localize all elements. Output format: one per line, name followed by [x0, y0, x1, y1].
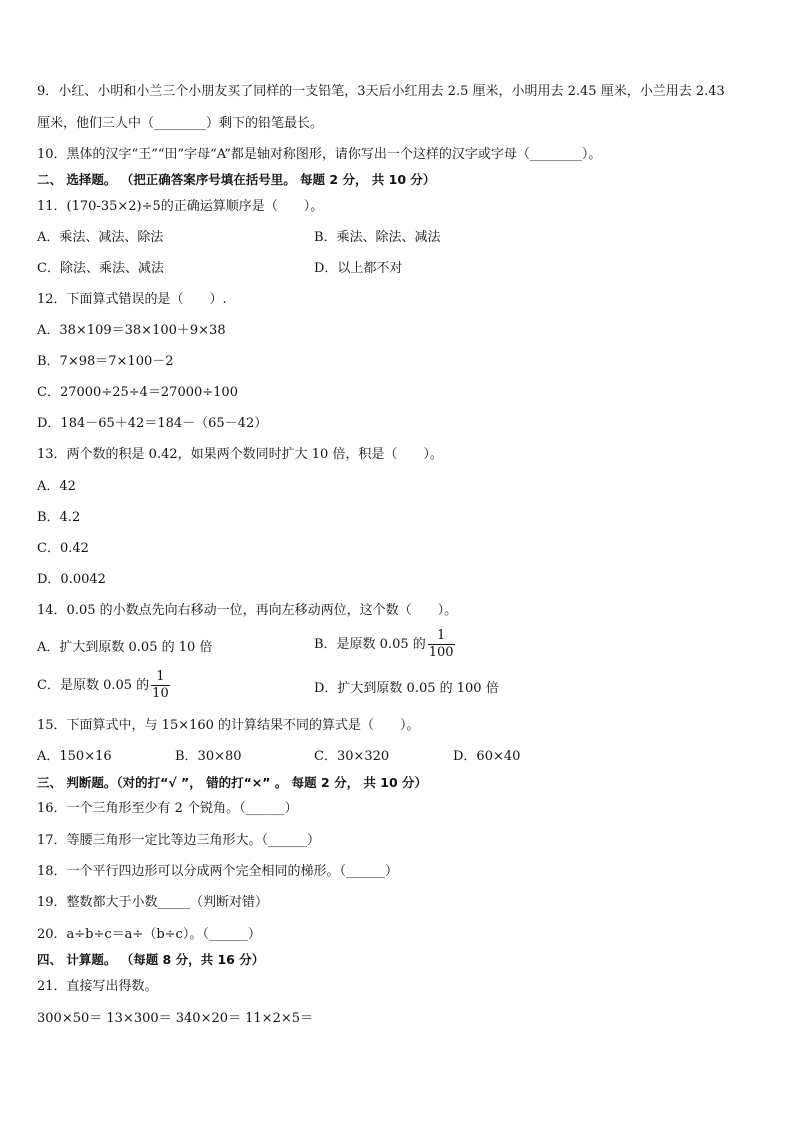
q14-stem: 14．0.05 的小数点先向右移动一位，再向左移动两位，这个数（ ）。 [37, 603, 458, 618]
q11-stem: 11．(170-35×2)÷5的正确运算顺序是（ ）。 [37, 199, 324, 214]
section3-heading: 三、 判断题。（对的打“√ ”， 错的打“×” 。 每题 2 分， 共 10 分） [37, 775, 428, 790]
q13-option-b: B．4.2 [37, 510, 81, 525]
q9-line1: 9．小红、小明和小兰三个小朋友买了同样的一支铅笔，3天后小红用去 2.5 厘米，小明用去 2.45 厘米，小兰用去 2.43 [37, 84, 725, 99]
q14-option-d: D．扩大到原数 0.05 的 100 倍 [314, 681, 499, 696]
q15-option-a: A．150×16 [37, 749, 112, 764]
q15-stem: 15．下面算式中，与 15×160 的计算结果不同的算式是（ ）。 [37, 718, 420, 733]
q11-option-c: C．除法、乘法、减法 [37, 261, 164, 276]
section4-heading: 四、 计算题。 （每题 8 分，共 16 分） [37, 952, 265, 967]
fraction-numerator: 1 [151, 669, 170, 686]
q17: 17．等腰三角形一定比等边三角形大。（______） [37, 833, 321, 848]
q21-items: 300×50＝ 13×300＝ 340×20＝ 11×2×5＝ [37, 1011, 314, 1026]
q11-option-d: D．以上都不对 [314, 261, 403, 276]
q13-stem: 13．两个数的积是 0.42，如果两个数同时扩大 10 倍，积是（ ）。 [37, 447, 443, 462]
q21-stem: 21．直接写出得数。 [37, 979, 158, 994]
q20: 20．a÷b÷c＝a÷（b÷c）。（______） [37, 927, 261, 942]
q12-option-d: D．184－65＋42＝184－（65－42） [37, 416, 268, 431]
q14-option-c [37, 669, 170, 702]
q14-option-b-text: B．是原数 0.05 的 [314, 637, 426, 652]
q12-stem: 12．下面算式错误的是（ ）. [37, 292, 227, 307]
fraction-1-100 [428, 628, 455, 661]
q15-option-c: C．30×320 [314, 749, 390, 764]
q12-option-c: C．27000÷25÷4＝27000÷100 [37, 385, 238, 400]
q13-option-d: D．0.0042 [37, 572, 106, 587]
q9-line2: 厘米，他们三人中（________）剩下的铅笔最长。 [37, 116, 324, 131]
q12-option-a: A．38×109＝38×100＋9×38 [37, 323, 226, 338]
q13-option-c: C．0.42 [37, 541, 89, 556]
q10: 10．黑体的汉字“王”“田”字母“A”都是轴对称图形，请你写出一个这样的汉字或字母（________）。 [37, 147, 602, 162]
q18: 18．一个平行四边形可以分成两个完全相同的梯形。（______） [37, 864, 399, 879]
q13-option-a: A．42 [37, 479, 76, 494]
fraction-denominator: 100 [428, 645, 454, 660]
q19: 19．整数都大于小数_____（判断对错） [37, 895, 269, 910]
section2-heading: 二、 选择题。 （把正确答案序号填在括号里。 每题 2 分， 共 10 分） [37, 172, 436, 187]
q11-option-a: A．乘法、减法、除法 [37, 230, 164, 245]
fraction-1-10 [151, 669, 170, 702]
fraction-denominator: 10 [152, 686, 169, 701]
q15-option-b: B．30×80 [175, 749, 242, 764]
q11-option-b: B．乘法、除法、减法 [314, 230, 441, 245]
q14-option-c-text: C．是原数 0.05 的 [37, 678, 150, 693]
fraction-numerator: 1 [428, 628, 455, 645]
q12-option-b: B．7×98＝7×100－2 [37, 354, 174, 369]
q16: 16．一个三角形至少有 2 个锐角。（______） [37, 801, 298, 816]
q14-option-a: A．扩大到原数 0.05 的 10 倍 [37, 640, 213, 655]
q15-option-d: D．60×40 [453, 749, 521, 764]
q14-option-b [314, 628, 455, 661]
